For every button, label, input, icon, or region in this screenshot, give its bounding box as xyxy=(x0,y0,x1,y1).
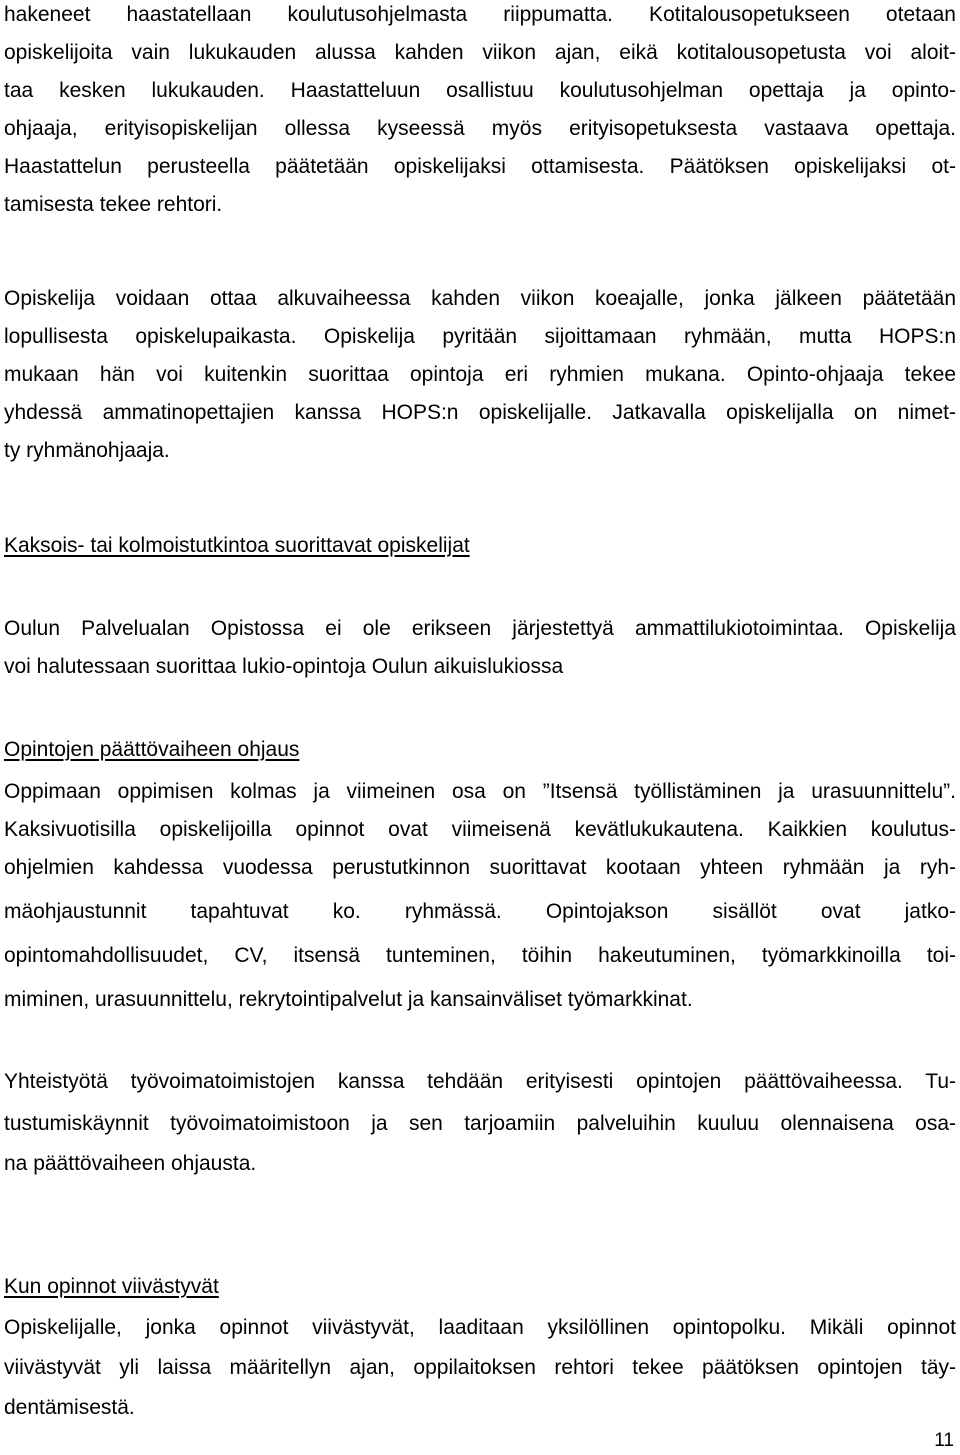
text-line: ohjaaja, erityisopiskelijan ollessa kyseessä myös erityisopetuksesta vastaava opettaja. xyxy=(4,117,956,140)
text-line: lopullisesta opiskelupaikasta. Opiskelija pyritään sijoittamaan ryhmään, mutta HOPS:n xyxy=(4,325,956,348)
text-line: opiskelijoita vain lukukauden alussa kahden viikon ajan, eikä kotitalousopetusta voi aloit- xyxy=(4,41,956,64)
text-line: ty ryhmänohjaaja. xyxy=(4,439,170,462)
section-heading-text: Opintojen päättövaiheen ohjaus xyxy=(4,738,300,761)
text-line: taa kesken lukukauden. Haastatteluun osallistuu koulutusohjelman opettaja ja opinto- xyxy=(4,79,956,102)
text-line: dentämisestä. xyxy=(4,1396,135,1419)
text-line: Haastattelun perusteella päätetään opiskelijaksi ottamisesta. Päätöksen opiskelijaksi ot- xyxy=(4,155,956,178)
text-line: voi halutessaan suorittaa lukio-opintoja Oulun aikuislukiossa xyxy=(4,655,564,678)
text-line: Oppimaan oppimisen kolmas ja viimeinen osa on ”Itsensä työllistäminen ja urasuunnittelu”. xyxy=(4,780,956,803)
text-line: Yhteistyötä työvoimatoimistojen kanssa tehdään erityisesti opintojen päättövaiheessa. Tu- xyxy=(4,1070,956,1093)
text-line: tustumiskäynnit työvoimatoimistoon ja sen tarjoamiin palveluihin kuuluu olennaisena osa- xyxy=(4,1112,956,1135)
text-line: tamisesta tekee rehtori. xyxy=(4,193,223,216)
text-line: Oulun Palvelualan Opistossa ei ole erikseen järjestettyä ammattilukiotoimintaa. Opiskelija xyxy=(4,617,956,640)
section-heading xyxy=(4,532,956,560)
text-line: Opiskelijalle, jonka opinnot viivästyvät, laaditaan yksilöllinen opintopolku. Mikäli opinnot xyxy=(4,1316,956,1339)
text-line: Opiskelija voidaan ottaa alkuvaiheessa kahden viikon koeajalle, jonka jälkeen päätetään xyxy=(4,287,956,310)
text-line: hakeneet haastatellaan koulutusohjelmasta riippumatta. Kotitalousopetukseen otetaan xyxy=(4,3,956,26)
section-heading-text: Kaksois- tai kolmoistutkintoa suorittavat opiskelijat xyxy=(4,534,470,557)
page-number: 11 xyxy=(934,1430,954,1451)
text-line: na päättövaiheen ohjausta. xyxy=(4,1152,257,1175)
text-line: opintomahdollisuudet, CV, itsensä tunteminen, töihin hakeutuminen, työmarkkinoilla toi- xyxy=(4,944,956,967)
section-heading xyxy=(4,736,956,764)
text-line: Kaksivuotisilla opiskelijoilla opinnot ovat viimeisenä kevätlukukautena. Kaikkien koulutus- xyxy=(4,818,956,841)
text-line: yhdessä ammatinopettajien kanssa HOPS:n opiskelijalle. Jatkavalla opiskelijalla on nimet- xyxy=(4,401,956,424)
text-line: ohjelmien kahdessa vuodessa perustutkinnon suorittavat kootaan yhteen ryhmään ja ryh- xyxy=(4,856,956,879)
section-heading xyxy=(4,1273,956,1301)
section-heading-text: Kun opinnot viivästyvät xyxy=(4,1275,219,1298)
text-line: mäohjaustunnit tapahtuvat ko. ryhmässä. Opintojakson sisällöt ovat jatko- xyxy=(4,900,956,923)
text-line: mukaan hän voi kuitenkin suorittaa opintoja eri ryhmien mukana. Opinto-ohjaaja tekee xyxy=(4,363,956,386)
text-line: viivästyvät yli laissa määritellyn ajan, oppilaitoksen rehtori tekee päätöksen opintojen täy- xyxy=(4,1356,956,1379)
text-line: miminen, urasuunnittelu, rekrytointipalvelut ja kansainväliset työmarkkinat. xyxy=(4,988,693,1011)
